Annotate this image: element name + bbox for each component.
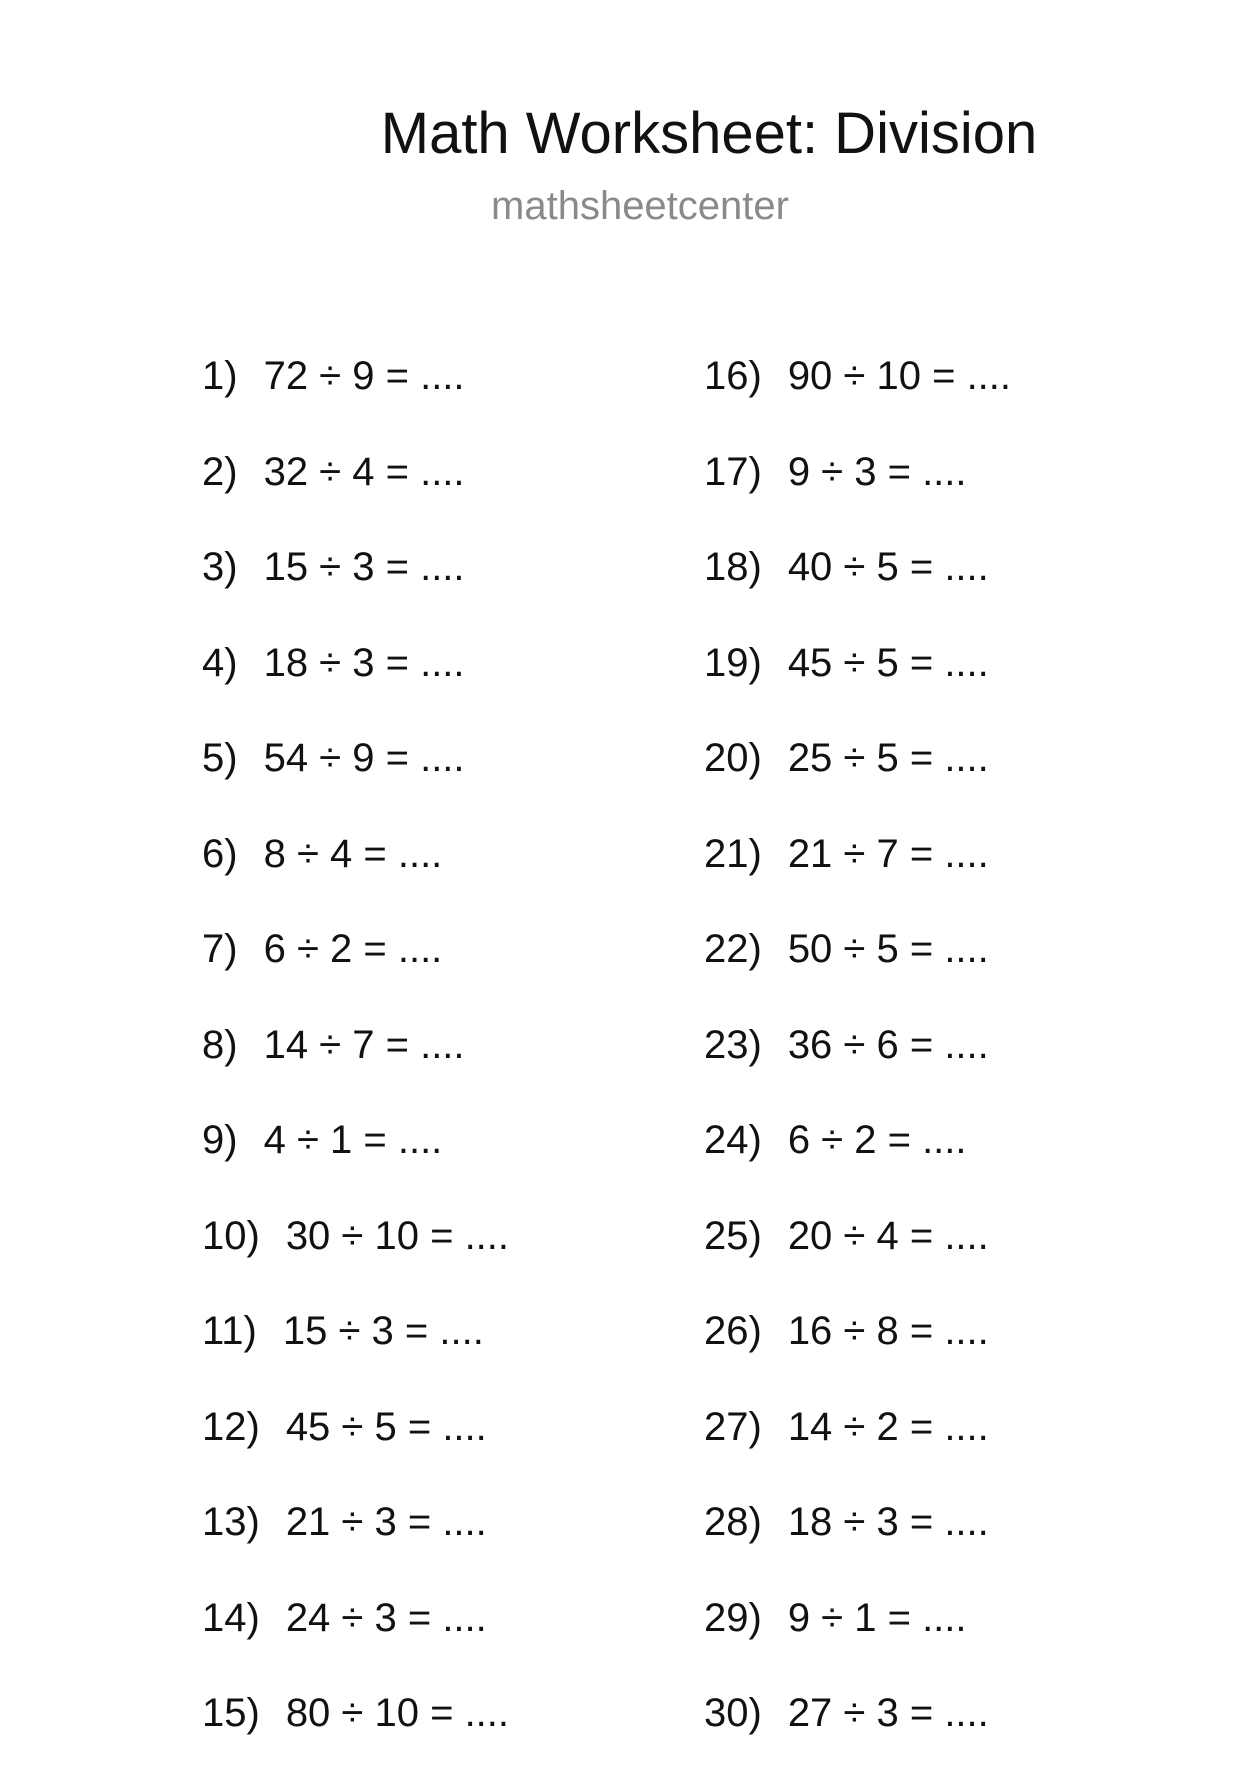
problem-14 (202, 1588, 662, 1684)
problem-number: 27) (704, 1404, 762, 1449)
problem-17 (704, 442, 1164, 538)
problem-number: 9) (202, 1118, 238, 1162)
problem-5 (202, 728, 662, 824)
problem-30 (704, 1683, 1164, 1779)
problem-29 (704, 1588, 1164, 1684)
problem-15 (202, 1683, 662, 1779)
problem-column-left (202, 346, 662, 1779)
problem-number: 30) (704, 1691, 762, 1735)
problem-2 (202, 442, 662, 538)
problem-number: 8) (202, 1022, 238, 1067)
problem-expression: 16 ÷ 8 = .... (787, 1309, 989, 1353)
problem-24 (704, 1110, 1164, 1206)
problem-expression: 21 ÷ 7 = .... (787, 831, 989, 876)
problem-expression: 36 ÷ 6 = .... (787, 1022, 989, 1067)
problem-number: 6) (202, 831, 238, 876)
problem-number: 3) (202, 545, 238, 589)
worksheet-title: Math Worksheet: Division (380, 101, 1038, 166)
problem-expression: 45 ÷ 5 = .... (787, 640, 989, 685)
problem-number: 14) (202, 1595, 260, 1640)
problem-expression: 4 ÷ 1 = .... (263, 1118, 443, 1162)
problem-number: 16) (704, 354, 762, 398)
problem-28 (704, 1492, 1164, 1588)
problem-expression: 50 ÷ 5 = .... (787, 927, 989, 971)
problem-number: 11) (202, 1309, 257, 1353)
problem-number: 4) (202, 640, 238, 685)
problem-13 (202, 1492, 662, 1588)
problem-9 (202, 1110, 662, 1206)
problem-number: 12) (202, 1404, 260, 1449)
problem-number: 7) (202, 927, 238, 971)
problem-7 (202, 919, 662, 1015)
problem-number: 13) (202, 1500, 260, 1544)
problem-expression: 9 ÷ 1 = .... (787, 1595, 967, 1640)
problem-expression: 8 ÷ 4 = .... (263, 831, 443, 876)
problem-10 (202, 1206, 662, 1302)
problem-number: 23) (704, 1022, 762, 1067)
problem-26 (704, 1301, 1164, 1397)
problem-list (202, 346, 1102, 1746)
problem-expression: 24 ÷ 3 = .... (285, 1595, 487, 1640)
problem-number: 1) (202, 354, 238, 398)
problem-21 (704, 824, 1164, 920)
problem-expression: 72 ÷ 9 = .... (263, 354, 465, 398)
problem-number: 18) (704, 545, 762, 589)
problem-number: 28) (704, 1500, 762, 1544)
problem-4 (202, 633, 662, 729)
problem-expression: 6 ÷ 2 = .... (263, 927, 443, 971)
problem-3 (202, 537, 662, 633)
problem-22 (704, 919, 1164, 1015)
problem-expression: 45 ÷ 5 = .... (285, 1404, 487, 1449)
problem-16 (704, 346, 1164, 442)
problem-number: 26) (704, 1309, 762, 1353)
problem-23 (704, 1015, 1164, 1111)
problem-number: 17) (704, 449, 762, 494)
problem-25 (704, 1206, 1164, 1302)
problem-column-right (704, 346, 1164, 1779)
problem-expression: 18 ÷ 3 = .... (263, 640, 465, 685)
problem-27 (704, 1397, 1164, 1493)
problem-18 (704, 537, 1164, 633)
problem-8 (202, 1015, 662, 1111)
problem-expression: 32 ÷ 4 = .... (263, 449, 465, 494)
problem-number: 2) (202, 449, 238, 494)
problem-expression: 54 ÷ 9 = .... (263, 736, 465, 780)
problem-expression: 14 ÷ 7 = .... (263, 1022, 465, 1067)
problem-expression: 6 ÷ 2 = .... (787, 1118, 967, 1162)
problem-number: 24) (704, 1118, 762, 1162)
problem-20 (704, 728, 1164, 824)
problem-expression: 90 ÷ 10 = .... (787, 354, 1012, 398)
problem-expression: 15 ÷ 3 = .... (282, 1309, 484, 1353)
problem-expression: 21 ÷ 3 = .... (285, 1500, 487, 1544)
problem-expression: 40 ÷ 5 = .... (787, 545, 989, 589)
problem-number: 10) (202, 1213, 260, 1258)
problem-number: 15) (202, 1691, 260, 1735)
problem-1 (202, 346, 662, 442)
problem-11 (202, 1301, 662, 1397)
worksheet-subtitle: mathsheetcenter (491, 184, 789, 228)
problem-number: 29) (704, 1595, 762, 1640)
problem-number: 25) (704, 1213, 762, 1258)
problem-number: 21) (704, 831, 762, 876)
problem-expression: 27 ÷ 3 = .... (787, 1691, 989, 1735)
problem-expression: 30 ÷ 10 = .... (285, 1213, 510, 1258)
problem-number: 19) (704, 640, 762, 685)
problem-expression: 18 ÷ 3 = .... (787, 1500, 989, 1544)
problem-12 (202, 1397, 662, 1493)
problem-number: 22) (704, 927, 762, 971)
problem-expression: 15 ÷ 3 = .... (263, 545, 465, 589)
problem-expression: 20 ÷ 4 = .... (787, 1213, 989, 1258)
problem-expression: 80 ÷ 10 = .... (285, 1691, 510, 1735)
problem-expression: 9 ÷ 3 = .... (787, 449, 967, 494)
problem-number: 5) (202, 736, 238, 780)
problem-19 (704, 633, 1164, 729)
problem-number: 20) (704, 736, 762, 780)
problem-expression: 14 ÷ 2 = .... (787, 1404, 989, 1449)
problem-expression: 25 ÷ 5 = .... (787, 736, 989, 780)
problem-6 (202, 824, 662, 920)
